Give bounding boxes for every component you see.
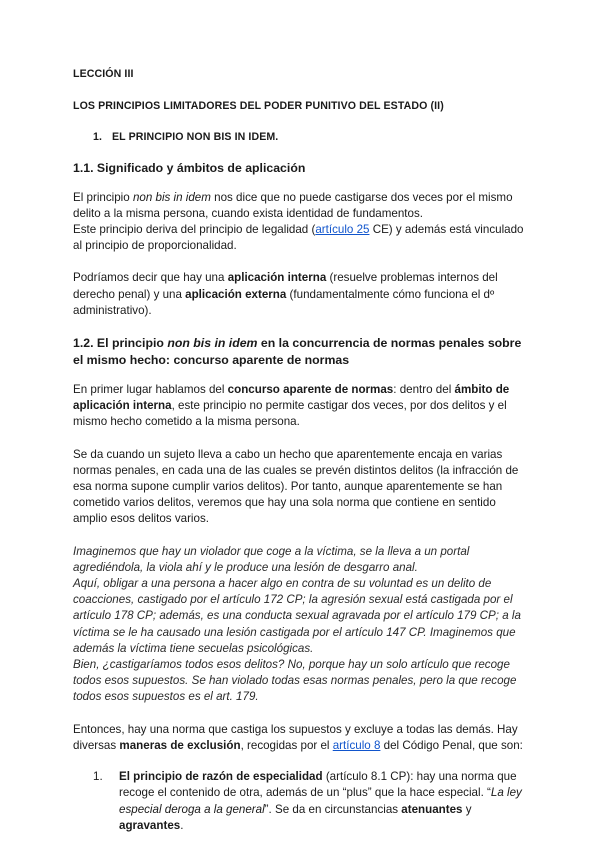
text-run-bold: agravantes — [119, 818, 181, 832]
text-run-italic: non bis in idem — [132, 190, 211, 204]
example-line-2: Aquí, obligar a una persona a hacer algo en contra de su voluntad es un delito de coacciones, castigado por el artículo 172 CP; la agresión sexual está castigada por el artículo 178 CP; además, es una conducta sexual agravada por el artículo 179 CP; a la víctima se le ha causado una lesión castigada por el artículo 147 CP. Imaginemos que además la víctima tiene secuelas psicológicas. — [73, 577, 521, 655]
text-run: nos dice que no puede castigarse dos veces por el mismo delito a la misma persona, cuando exista identidad de fundamentos. — [73, 190, 513, 220]
text-run: (fundamentalmente cómo funciona el dº administrativo). — [73, 287, 495, 317]
lesson-title: LOS PRINCIPIOS LIMITADORES DEL PODER PUNITIVO DEL ESTADO (II) — [73, 100, 444, 113]
example-line-3: Bien, ¿castigaríamos todos esos delitos? No, porque hay un solo artículo que recoge todos esos supuestos. Se han violado todas esas normas penales, pero la que recoge todos esos supuestos es el art. 179. — [73, 658, 517, 704]
document-body — [73, 66, 529, 834]
text-run: Podríamos decir que hay una — [73, 271, 228, 285]
text-run-bold: aplicación externa — [185, 287, 287, 301]
text-run-bold: aplicación interna — [227, 271, 327, 285]
text-run: El principio — [73, 190, 133, 204]
text-run: en la concurrencia de normas penales sobre el mismo hecho: concurso aparente de normas — [73, 336, 522, 368]
text-run: y — [462, 802, 472, 816]
paragraph-application — [73, 270, 529, 319]
exclusion-list — [73, 769, 529, 834]
example-block — [73, 544, 529, 706]
text-run-bold: maneras de exclusión — [119, 738, 241, 752]
paragraph-explanation: Se da cuando un sujeto lleva a cabo un hecho que aparentemente encaja en varias normas penales, en cada una de las cuales se prevén distintos delitos (la infracción de esa norma supone cumplir varios delitos). Por tanto, aunque aparentemente se han cometido varios delitos, veremos que hay una sola norma que contiene en sentido amplio esos delitos varios. — [73, 447, 519, 526]
text-run: . — [180, 818, 184, 832]
text-run-italic: non bis in idem — [167, 336, 258, 351]
paragraph-exclusion — [73, 722, 529, 754]
section-heading — [73, 129, 529, 145]
text-run-bold: El principio de razón de especialidad — [119, 770, 323, 784]
text-run: En primer lugar hablamos del — [73, 383, 228, 397]
link-articulo-25[interactable]: artículo 25 — [315, 223, 370, 237]
lesson-label: LECCIÓN III — [73, 68, 134, 80]
text-run: CE) y además está vinculado al principio de proporcionalidad. — [73, 223, 524, 253]
list-marker: 1. — [93, 770, 103, 784]
text-run-bold: concurso aparente de normas — [227, 383, 394, 397]
text-run: : dentro del — [393, 383, 455, 397]
link-articulo-8[interactable]: artículo 8 — [332, 738, 381, 752]
paragraph-definition — [73, 190, 529, 222]
subsection-1-1-title: 1.1. Significado y ámbitos de aplicación — [73, 160, 306, 175]
subsection-1-2-title — [73, 335, 529, 369]
paragraph-derivation — [73, 222, 529, 254]
text-run: Este principio deriva del principio de legalidad ( — [73, 223, 316, 237]
example-line-1: Imaginemos que hay un violador que coge a la víctima, se la lleva a un portal agrediéndola, la viola ahí y le produce una lesión de desgarro anal. — [73, 544, 470, 574]
text-run: del Código Penal, que son: — [380, 738, 523, 752]
text-run: (artículo 8.1 CP): hay una norma que recoge el contenido de otra, además de un “plus” que la hace especial. “ — [119, 770, 517, 800]
text-run-bold: ámbito de aplicación interna — [73, 383, 510, 413]
text-run: (resuelve problemas internos del derecho penal) y una — [73, 271, 498, 301]
text-run: ”. Se da en circunstancias — [264, 802, 402, 816]
text-run: , este principio no permite castigar dos veces, por dos delitos y el mismo hecho cometido a la misma persona. — [73, 399, 507, 429]
text-run-bold: atenuantes — [401, 802, 463, 816]
paragraph-concurso — [73, 382, 529, 431]
section-number: 1. — [93, 131, 103, 144]
section-title: EL PRINCIPIO NON BIS IN IDEM. — [112, 131, 279, 144]
text-run: 1.2. El principio — [73, 336, 168, 351]
list-item — [73, 769, 529, 834]
text-run: Entonces, hay una norma que castiga los supuestos y excluye a todas las demás. Hay diversas — [73, 722, 518, 752]
text-run-italic: La ley especial deroga a la general — [119, 786, 522, 816]
text-run: , recogidas por el — [240, 738, 333, 752]
